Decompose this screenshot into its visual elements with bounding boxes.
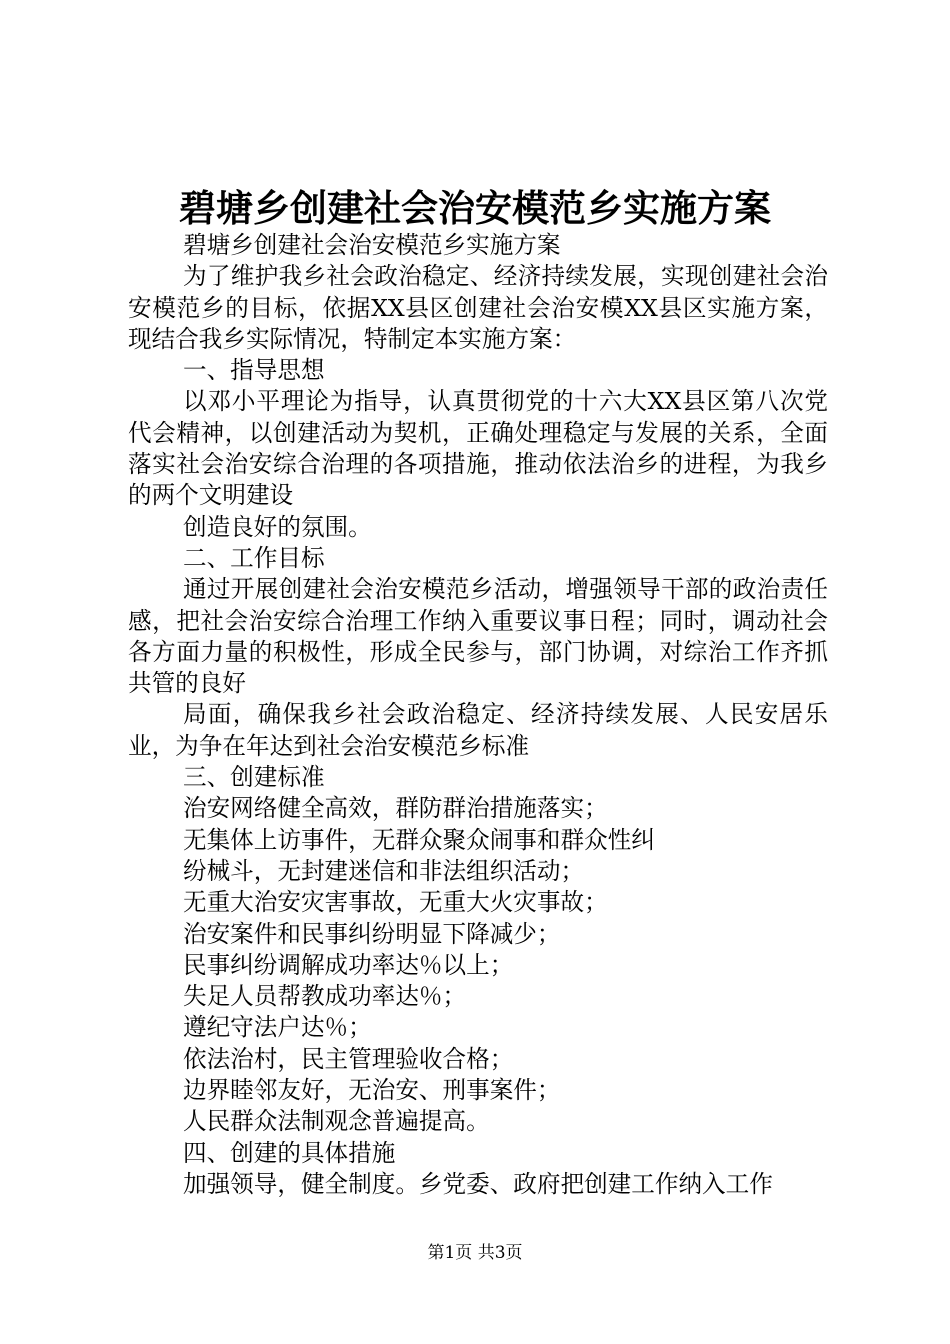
list-item: 治安案件和民事纠纷明显下降减少； bbox=[183, 919, 561, 948]
list-item: 无重大治安灾害事故，无重大火灾事故； bbox=[183, 888, 608, 917]
section-heading: 四、创建的具体措施 bbox=[183, 1138, 396, 1167]
list-item: 遵纪守法户达％； bbox=[183, 1013, 372, 1042]
list-item: 失足人员帮教成功率达％； bbox=[183, 982, 467, 1011]
section-heading: 三、创建标准 bbox=[183, 763, 325, 792]
list-item: 民事纠纷调解成功率达％以上； bbox=[183, 950, 514, 979]
section-heading: 一、指导思想 bbox=[183, 356, 325, 385]
list-item: 无集体上访事件，无群众聚众闹事和群众性纠 bbox=[183, 825, 655, 854]
paragraph: 局面，确保我乡社会政治稳定、经济持续发展、人民安居乐业，为争在年达到社会治安模范乡标准 bbox=[128, 700, 828, 760]
list-item: 依法治村，民主管理验收合格； bbox=[183, 1044, 514, 1073]
paragraph: 以邓小平理论为指导，认真贯彻党的十六大XX县区第八次党代会精神，以创建活动为契机，正确处理稳定与发展的关系，全面落实社会治安综合治理的各项措施，推动依法治乡的进程，为我乡的两个文明建设 bbox=[128, 387, 828, 510]
page-footer: 第1页 共3页 bbox=[427, 1243, 523, 1263]
list-item: 治安网络健全高效，群防群治措施落实； bbox=[183, 794, 608, 823]
paragraph: 通过开展创建社会治安模范乡活动，增强领导干部的政治责任感，把社会治安综合治理工作纳入重要议事日程；同时，调动社会各方面力量的积极性，形成全民参与，部门协调，对综治工作齐抓共管的良好 bbox=[128, 575, 828, 698]
list-item: 纷械斗，无封建迷信和非法组织活动； bbox=[183, 856, 585, 885]
paragraph: 创造良好的氛围。 bbox=[183, 512, 372, 541]
list-item: 人民群众法制观念普遍提高。 bbox=[183, 1107, 490, 1136]
list-item: 边界睦邻友好，无治安、刑事案件； bbox=[183, 1076, 561, 1105]
paragraph: 为了维护我乡社会政治稳定、经济持续发展，实现创建社会治安模范乡的目标，依据XX县区创建社会治安模XX县区实施方案，现结合我乡实际情况，特制定本实施方案： bbox=[128, 262, 828, 353]
paragraph: 加强领导，健全制度。乡党委、政府把创建工作纳入工作 bbox=[183, 1169, 773, 1198]
paragraph: 碧塘乡创建社会治安模范乡实施方案 bbox=[183, 231, 561, 259]
document-body bbox=[128, 230, 828, 1200]
document-title: 碧塘乡创建社会治安模范乡实施方案 bbox=[179, 186, 771, 230]
section-heading: 二、工作目标 bbox=[183, 543, 325, 572]
